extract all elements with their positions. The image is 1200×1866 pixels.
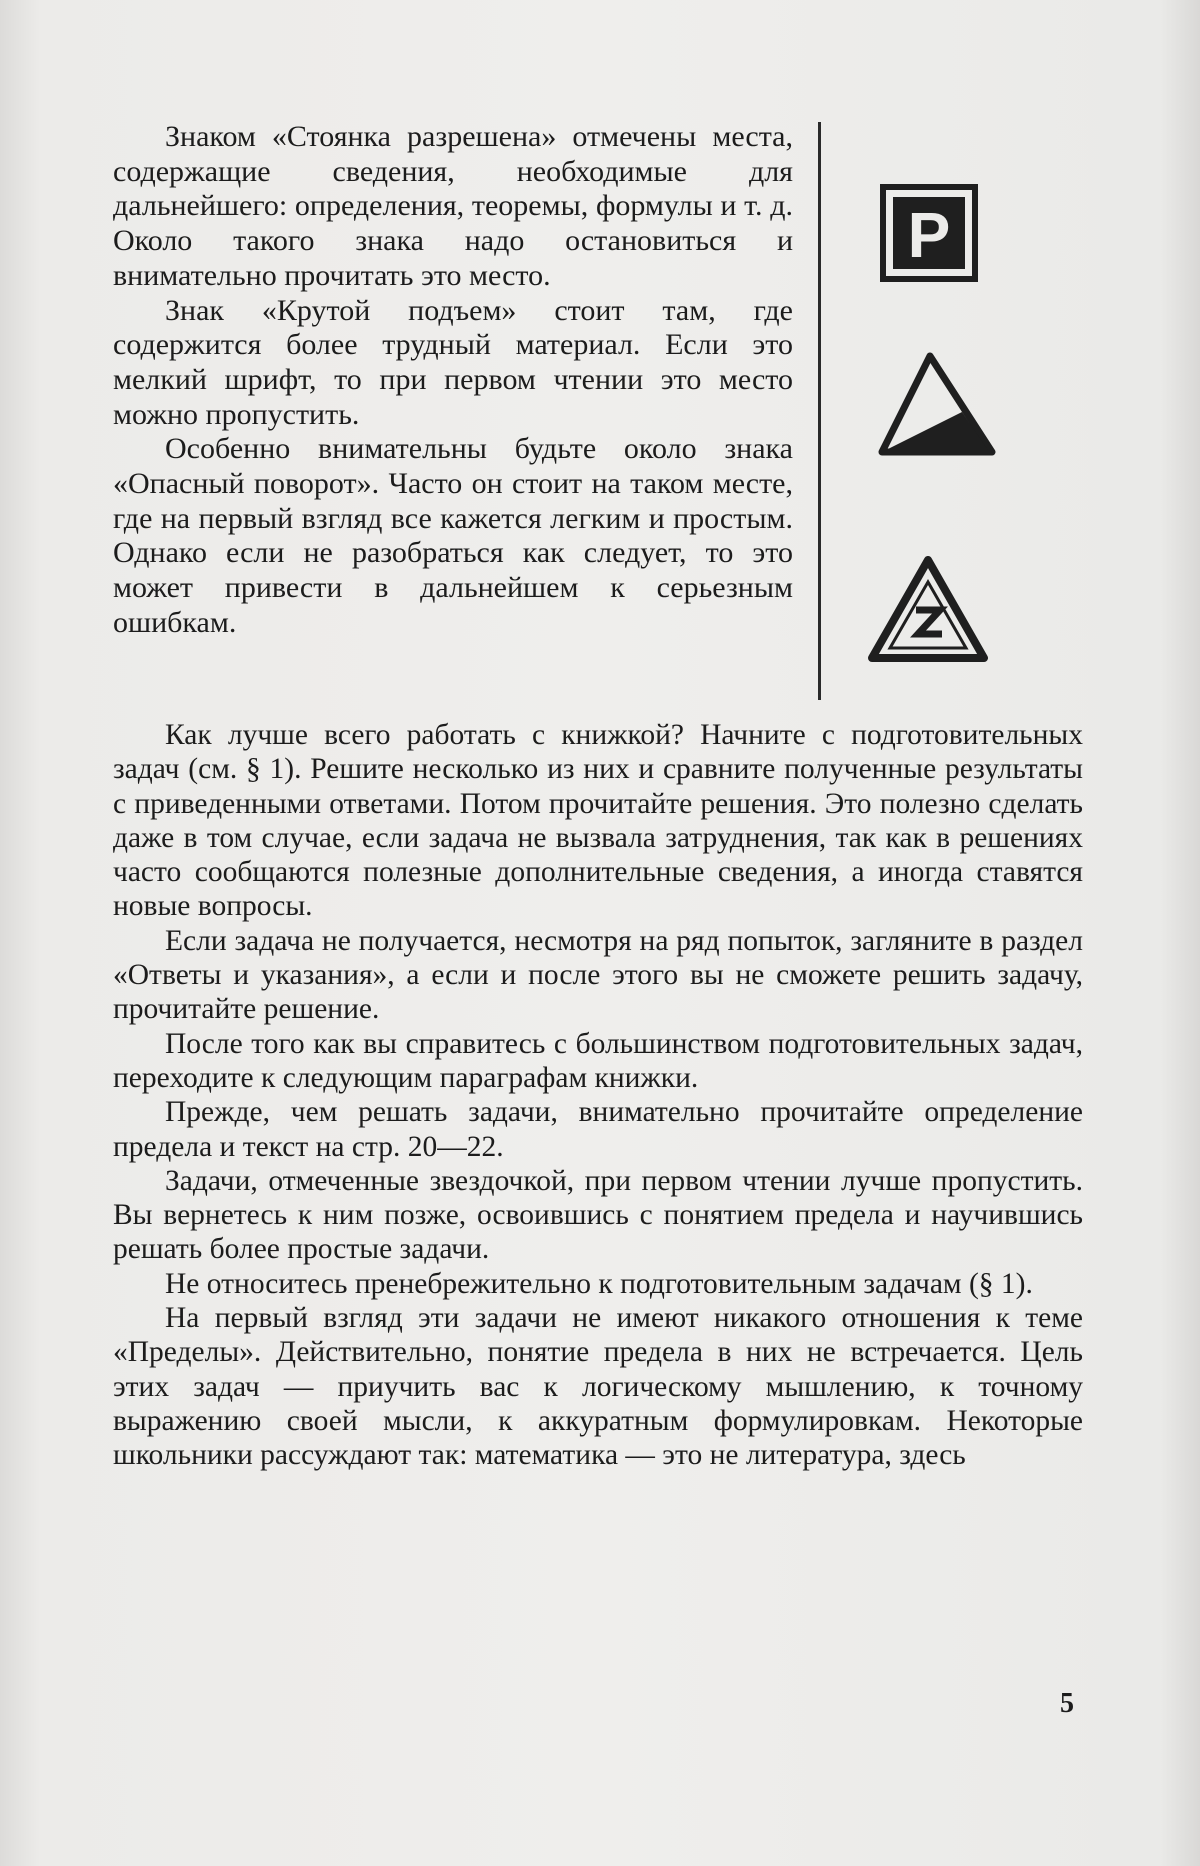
paragraph-do-not-neglect: Не относитесь пренебрежительно к подготовительным задачам (§ 1). xyxy=(165,1267,1033,1300)
intro-text-block xyxy=(113,120,793,641)
margin-rule xyxy=(818,122,821,700)
main-text-block xyxy=(113,718,1083,1473)
page-number: 5 xyxy=(1060,1688,1074,1719)
paragraph-after-prep: После того как вы справитесь с большинством подготовительных задач, переходите к следующим параграфам книжки. xyxy=(113,1027,1083,1094)
paragraph-before-solving: Прежде, чем решать задачи, внимательно прочитайте определение предела и текст на стр. 20—22. xyxy=(113,1096,1083,1163)
steep-climb-sign-icon xyxy=(878,352,996,456)
paragraph-starred-tasks: Задачи, отмеченные звездочкой, при первом чтении лучше пропустить. Вы вернетесь к ним позже, освоившись с понятием предела и научившись решать более простые задачи. xyxy=(113,1164,1083,1266)
paragraph-first-glance: На первый взгляд эти задачи не имеют никакого отношения к теме «Пределы». Действительно, понятие предела в них не встречается. Цель этих задач — приучить вас к логическому мышлению, к точному выражению своей мысли, к аккуратным формулировкам. Некоторые школьники рассуждают так: математика — это не литература, здесь xyxy=(113,1302,1083,1472)
parking-sign-icon xyxy=(880,184,978,282)
paragraph-parking-sign: Знаком «Стоянка разрешена» отмечены места, содержащие сведения, необходимые для дальнейшего: определения, теоремы, формулы и т. д. Около такого знака надо остановиться и внимательно прочитать это место. xyxy=(113,120,793,292)
paragraph-how-to-work: Как лучше всего работать с книжкой? Начните с подготовительных задач (см. § 1). Решите несколько из них и сравните полученные результаты с приведенными ответами. Потом прочитайте решения. Это полезно сделать даже в том случае, если задача не вызвала затруднения, так как в решениях часто сообщаются полезные дополнительные сведения, а иногда ставятся новые вопросы. xyxy=(113,719,1083,923)
dangerous-turn-sign-icon xyxy=(868,556,988,662)
paragraph-steep-climb-sign: Знак «Крутой подъем» стоит там, где содержится более трудный материал. Если это мелкий шрифт, то при первом чтении это место можно пропустить. xyxy=(113,293,793,431)
paragraph-if-fails: Если задача не получается, несмотря на ряд попыток, загляните в раздел «Ответы и указания», а если и после этого вы не сможете решить задачу, прочитайте решение. xyxy=(113,924,1083,1026)
paragraph-dangerous-turn-sign: Особенно внимательны будьте около знака «Опасный поворот». Часто он стоит на таком месте, где на первый взгляд все кажется легким и простым. Однако если не разобраться как следует, то это может привести в дальнейшем к серьезным ошибкам. xyxy=(113,432,793,639)
parking-sign-letter: P xyxy=(907,199,951,271)
